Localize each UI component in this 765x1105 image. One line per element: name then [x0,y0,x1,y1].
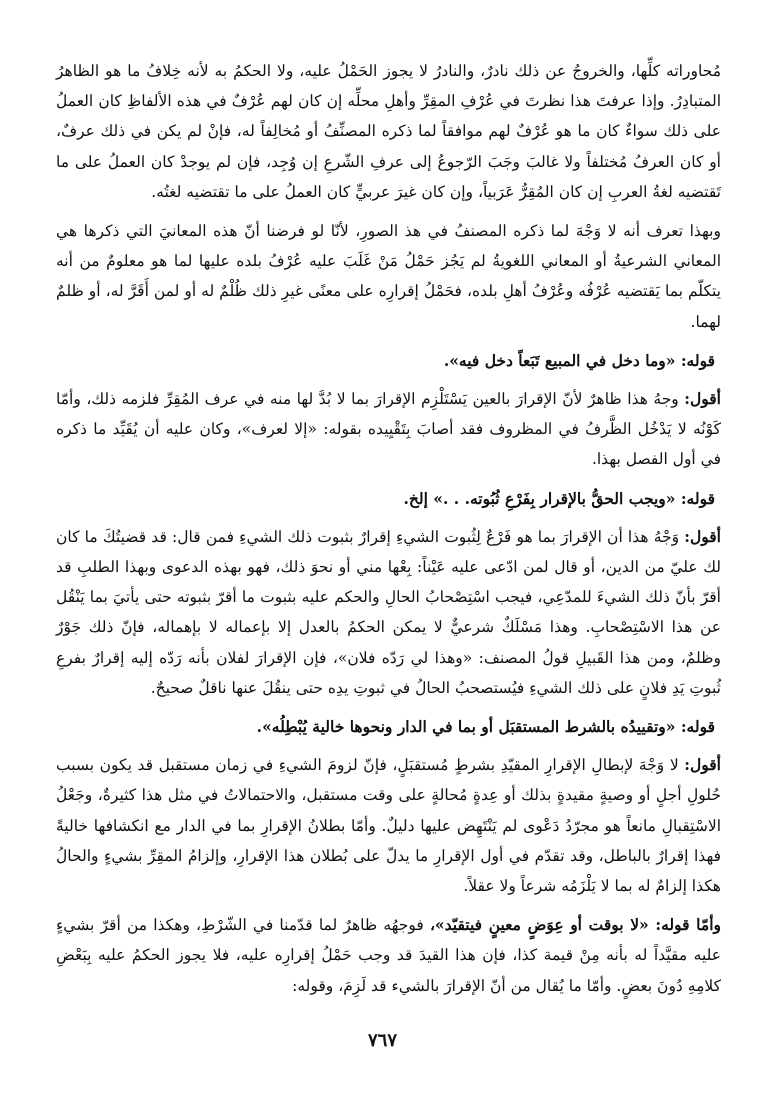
paragraph-6 [56,910,721,1001]
paragraph-5-lead: أقول: [684,755,721,775]
paragraph-1: مُحاوراته كلِّها، والخروجُ عن ذلك نادرٌ، والنادرُ لا يجوز الحَمْلُ عليه، ولا الحكمُ به لأنه خِلافُ ما هو الظاهرُ المتبادِرُ. وإذا عرفتَ هذا نظرتَ في عُرْفِ المقِرِّ وأهلِ محلِّه إن كان لهم عُرْفٌ في هذه الألفاظِ كان العملُ على ذلك سواءٌ كان ما هو عُرْفٌ لهم موافقاً لما ذكره المصنِّفُ أو مُخالِفاً له، فإنْ لم يكن في ذلك عرفٌ، أو كان العرفُ مُختلفاً ولا غالبَ وجَبَ الرّجوعُ إلى عرفِ الشّرعِ إن وُجِد، فإن لم يوجدْ كان العملُ على ما تَقتضيه لغةُ العربِ إن كان المُقِرُّ عَرَبياً، وإن كان غيرَ عربيٍّ كان العملُ على ما تقتضيه لغتُه. [56,62,721,201]
paragraph-6-lead: وأمّا قوله: [655,915,721,935]
paragraph-4-lead: أقول: [684,526,721,546]
document-page [56,56,721,1010]
paragraph-3 [56,384,721,475]
paragraph-6-body: فوجهُه ظاهرٌ لما قدّمنا في الشّرْطِ، وهكذا من أقرّ بشيءٍ عليه مقيَّداً له بأنه مِنْ قيمة كذا، فإن هذا القيدَ قد وجب حَمْلُ إقرارِه عليه، فلا يجوز الحكمُ عليه بِبَعْضِ كلامِهِ دُونَ بعضٍ. وأمّا ما يُقال من أنّ الإقرارَ بالشيء قد لَزِمَ، وقوله: [56,916,721,995]
paragraph-5 [56,750,721,901]
paragraph-5-body: لا وَجْهَ لإبطالِ الإقرارِ المقيّدِ بشرطٍ مُستقبَلٍ، فإنّ لزومَ الشيءِ في زمان مستقبل قد يكون بسبب حُلولِ أجلٍ أو وصيةٍ مقيدةٍ بذلك أو عِدةٍ مُحالةٍ على وقت مستقبل، والاحتمالاتُ في مثل هذا كثيرةٌ، وجَعْلُ الاسْتِقبالِ مانعاً هو مجرّدُ دَعْوى لم يَنْتَهِض عليها دليلٌ. وأمّا بطلانُ الإقرارِ بما في الدار مع انكشافها خاليةً فهذا إقرارٌ بالباطل، وقد تقدّم في أول الإقرارِ ما يدلّ على بُطلان هذا الإقرارِ، وإلزامُ المقِرِّ بشيءٍ والحالُ هكذا إلزامٌ له بما لا يَلْزَمُه شرعاً ولا عقلاً. [56,756,721,896]
section-heading-1: قوله: «وما دخل في المبيع تَبَعاً دخل فيه». [443,350,715,370]
paragraph-4-body: وَجْهُ هذا أن الإقرارَ بما هو فَرْعٌ لِثُبوت الشيءِ إقرارٌ بثبوت ذلك الشيءِ فمن قال: قد قضيتُكَ ما كان لك عليّ من الدين، أو قال لمن ادّعى عليه عَيْناً: بِعْها مني أو نحوَ ذلك، فهو بهذه الدعوى وبهذا الطلبِ قد أقرّ بأنّ ذلك الشيءَ للمدّعِي، فيجب اسْتِصْحابُ الحالِ والحكم عليه بثبوت ما أقرّ بثبوته حتى يأتيَ بما يَنْقُل عن هذا الاسْتِصْحابِ. وهذا مَسْلَكٌ شرعيٌّ لا يمكن الحكمُ بالعدل إلا بإعماله لا بإهماله، فإنّ ذلك جَوْرٌ وظلمٌ، ومن هذا القَبيلِ قولُ المصنف: «وهذا لي رَدّه فلان»، فإن الإقرارَ لفلان بأنه رَدّه إليه إقرارٌ بفرعِ ثُبوتِ يَدِ فلانٍ على ذلك الشيءِ فيُستصحبُ الحالُ في ثبوتِ يدِه حتى ينقُلَ عنها ناقلٌ صحيحٌ. [56,527,721,697]
paragraph-3-body: وجهُ هذا ظاهرٌ لأنّ الإقرارَ بالعين يَسْتَلْزِم الإقرارَ بما لا بُدَّ لها منه في عرف المُقِرِّ فلزمه ذلك، وأمّا كَوْنُه لا يَدْخُل الظَّرفُ في المظروف فقد أصابَ بِتَقْيِيده بقوله: «إلا لعرف»، وكان عليه أن يُقَيِّد ما ذكره في أول الفصل بهذا. [56,390,721,469]
page-number: ٧٦٧ [367,1030,397,1051]
section-heading-3: قوله: «وتقييدُه بالشرط المستقبَل أو بما في الدار ونحوها خالية يُبْطِلُه». [256,717,715,737]
paragraph-4 [56,522,721,703]
section-heading-2: قوله: «ويجب الحقُّ بالإقرار بِفَرْعِ ثُبُوته. . .» إلخ. [403,488,715,508]
paragraph-2: وبهذا تعرف أنه لا وَجْهَ لما ذكره المصنفُ في هذ الصورِ، لأنّا لو فرضنا أنّ هذه المعانيَ التي ذكرها هي المعاني الشرعيةُ أو المعاني اللغويةُ لم يَجُز حَمْلُ مَنْ غَلَبَ عليه عُرْفُ بلده عليها لما هو معلومٌ من أنه يتكلّم بما يَقتضيه عُرْفُه وعُرْفُ أهلِ بلده، فحَمْلُ إقرارِه على معنًى غيرِ ذلك ظُلْمٌ له أو لمن أَقَرَّ له، أو ظلمٌ لهما. [56,222,721,331]
paragraph-6-quote: «لا بوقت أو عِوَضٍ معينٍ فيتقيّد»، [429,915,656,935]
paragraph-3-lead: أقول: [684,389,721,409]
